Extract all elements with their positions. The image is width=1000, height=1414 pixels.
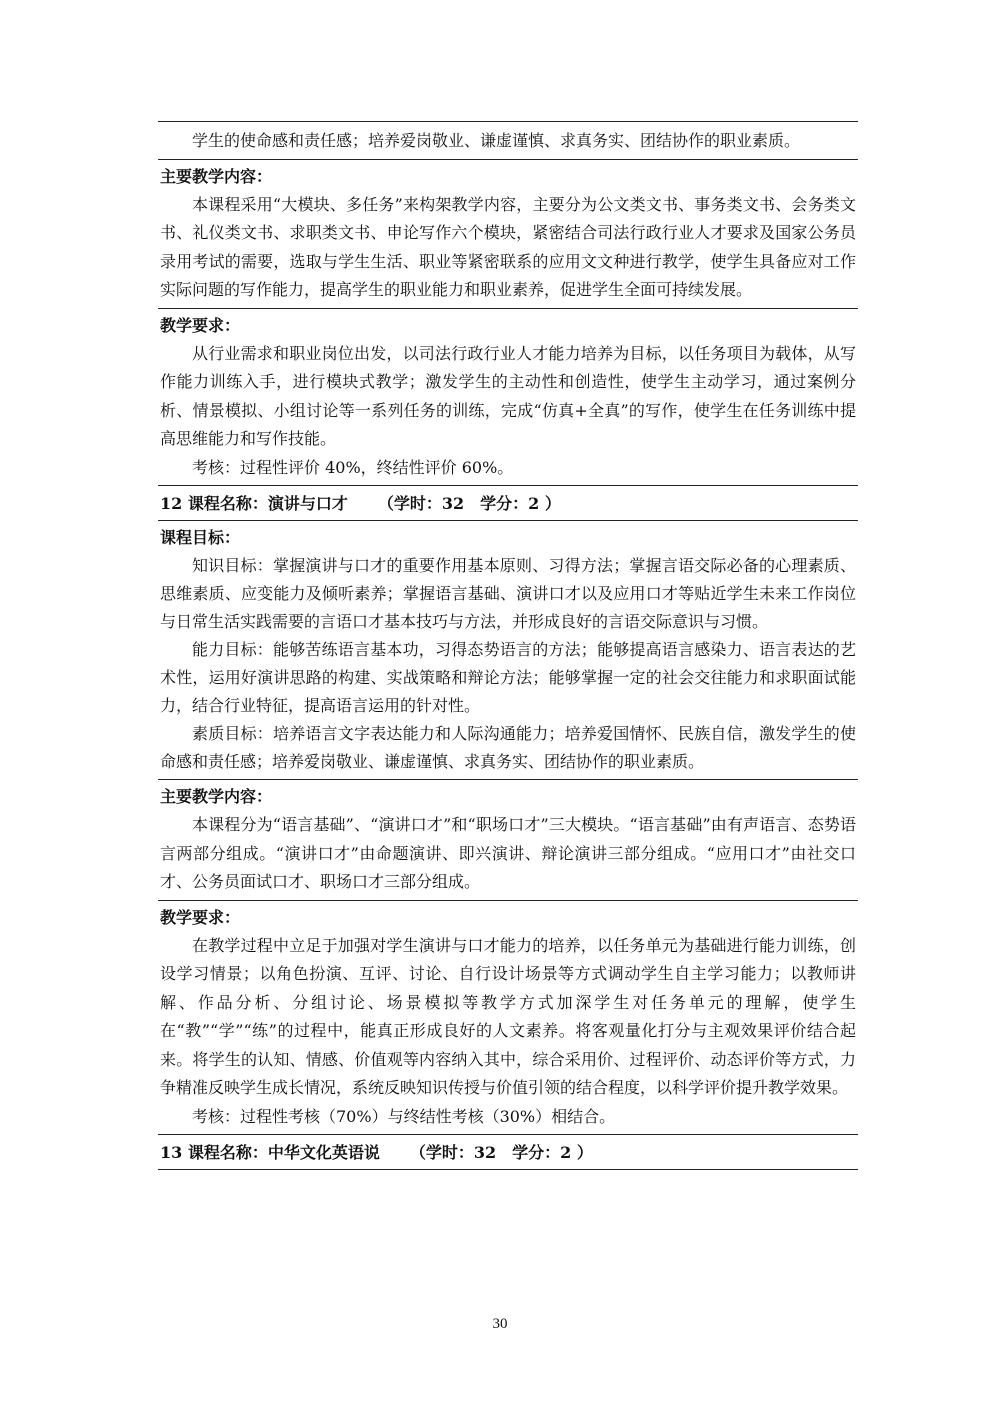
course12-title: 12 课程名称：演讲与口才 xyxy=(160,494,348,513)
prev-requirements-text: 从行业需求和职业岗位出发，以司法行政行业人才能力培养为目标，以任务项目为载体，从写作能力训练入手，进行模块式教学；激发学生的主动性和创造性，使学生主动学习，通过案例分析、情景模拟、小组讨论等一系列任务的训练，完成“仿真+全真”的写作，使学生在任务训练中提高思维能力和写作技能。 xyxy=(160,343,856,448)
prev-content-section xyxy=(158,159,858,308)
prev-content-heading: 主要教学内容： xyxy=(160,166,273,186)
course12-requirements-heading: 教学要求： xyxy=(160,907,241,927)
prev-objective-tail: 学生的使命感和责任感；培养爱岗敬业、谦虚谨慎、求真务实、团结协作的职业素质。 xyxy=(192,131,801,150)
course12-goal-quality: 素质目标：培养语言文字表达能力和人际沟通能力；培养爱国情怀、民族自信，激发学生的使命感和责任感；培养爱岗敬业、谦虚谨慎、求真务实、团结协作的职业素质。 xyxy=(160,724,856,771)
course12-content-heading: 主要教学内容： xyxy=(160,787,273,806)
course12-hours: （学时：32 学分：2 ） xyxy=(377,494,561,513)
document-body xyxy=(158,121,858,1170)
prev-requirements-section xyxy=(158,308,858,486)
course12-goal-ability: 能力目标：能够苦练语言基本功，习得态势语言的方法；能够提高语言感染力、语言表达的艺术性，运用好演讲思路的构建、实战策略和辩论方法；能够掌握一定的社会交往能力和求职面试能力，结合行业特征，提高语言运用的针对性。 xyxy=(160,640,856,715)
prev-requirements-heading: 教学要求： xyxy=(160,315,241,335)
course13-title: 13 课程名称：中华文化英语说 xyxy=(160,1143,380,1162)
course13-hours: （学时：32 学分：2 ） xyxy=(409,1143,593,1162)
course12-content-section xyxy=(158,779,858,900)
course12-requirements-section xyxy=(158,900,858,1135)
prev-objective-section xyxy=(158,121,858,159)
prev-content-text: 本课程采用“大模块、多任务”来构架教学内容，主要分为公文类文书、事务类文书、会务类文书、礼仪类文书、求职类文书、申论写作六个模块，紧密结合司法行政行业人才要求及国家公务员录用考试的需要，选取与学生生活、职业等紧密联系的应用文文种进行教学，使学生具备应对工作实际问题的写作能力，提高学生的职业能力和职业素养，促进学生全面可持续发展。 xyxy=(160,194,856,299)
course12-requirements-text: 在教学过程中立足于加强对学生演讲与口才能力的培养，以任务单元为基础进行能力训练，创设学习情景；以角色扮演、互评、讨论、自行设计场景等方式调动学生自主学习能力；以教师讲解、作品分析、分组讨论、场景模拟等教学方式加深学生对任务单元的理解，使学生在“教”“学”“练”的过程中，能真正形成良好的人文素养。将客观量化打分与主观效果评价结合起来。将学生的认知、情感、价值观等内容纳入其中，综合采用价、过程评价、动态评价等方式，力争精准反映学生成长情况，系统反映知识传授与价值引领的结合程度，以科学评价提升教学效果。 xyxy=(160,935,856,1097)
prev-assessment: 考核：过程性评价 40%，终结性评价 60%。 xyxy=(192,457,514,477)
course12-assessment: 考核：过程性考核（70%）与终结性考核（30%）相结合。 xyxy=(192,1106,616,1126)
course12-content-text: 本课程分为“语言基础”、“演讲口才”和“职场口才”三大模块。“语言基础”由有声语言、态势语言两部分组成。“演讲口才”由命题演讲、即兴演讲、辩论演讲三部分组成。“应用口才”由社交口才、公务员面试口才、职场口才三部分组成。 xyxy=(160,815,856,891)
course12-goal-knowledge: 知识目标：掌握演讲与口才的重要作用基本原则、习得方法；掌握言语交际必备的心理素质、思维素质、应变能力及倾听素养；掌握语言基础、演讲口才以及应用口才等贴近学生未来工作岗位与日常生活实践需要的言语口才基本技巧与方法，并形成良好的言语交际意识与习惯。 xyxy=(160,556,856,631)
course12-goal-section xyxy=(158,520,858,779)
course12-title-row xyxy=(158,485,858,520)
course13-title-row xyxy=(158,1134,858,1170)
page-number: 30 xyxy=(492,1316,508,1332)
course12-goal-heading: 课程目标： xyxy=(160,528,241,547)
